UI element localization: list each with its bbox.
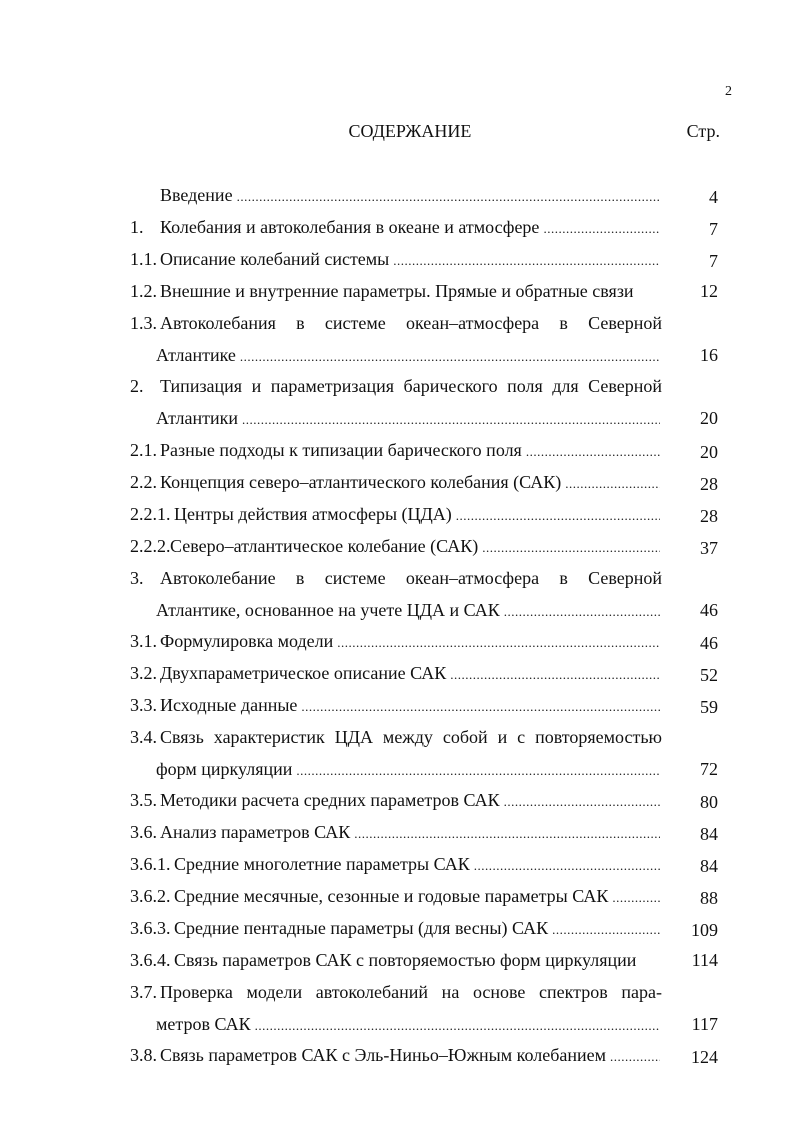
toc-entry[interactable]: [130, 216, 718, 240]
toc-entry-label-first-line: Автоколебание в системе океан–атмосфера в Северной: [160, 568, 662, 588]
toc-entry[interactable]: [130, 248, 718, 272]
toc-entry-page: 46: [700, 600, 718, 620]
toc-entry-label: Анализ параметров САК: [160, 822, 351, 842]
toc-entry-number: 3.1.: [130, 631, 157, 651]
toc-entry-label: Внешние и внутренние параметры. Прямые и обратные связи: [160, 281, 634, 301]
toc-entry-label: Средние многолетние параметры САК: [174, 854, 470, 874]
toc-entry-label: Колебания и автоколебания в океане и атмосфере: [160, 217, 540, 237]
toc-entry-number: 2.: [130, 376, 144, 396]
leader-dots: [296, 760, 660, 782]
leader-dots: [543, 218, 660, 240]
toc-entry-label: Средние месячные, сезонные и годовые параметры САК: [174, 886, 609, 906]
toc-entry-number: 3.5.: [130, 790, 157, 810]
toc-entry-page: 80: [700, 792, 718, 812]
toc-entry-page: 117: [691, 1014, 718, 1034]
toc-entry-label: Исходные данные: [160, 695, 298, 715]
leader-dots: [565, 473, 660, 495]
toc-entry-label: Двухпараметрическое описание САК: [160, 663, 447, 683]
toc-entry-page: 4: [709, 187, 718, 207]
leader-dots: [240, 346, 660, 368]
toc-entry-page: 28: [700, 474, 718, 494]
toc-entry[interactable]: [160, 184, 718, 208]
toc-entry-number: 1.3.: [130, 313, 157, 333]
toc-entry-label: Центры действия атмосферы (ЦДА): [174, 504, 452, 524]
toc-entry[interactable]: [130, 280, 718, 302]
toc-entry-label-first-line: Типизация и параметризация барического поля для Северной: [160, 376, 662, 396]
toc-entry-label: Концепция северо–атлантического колебания (САК): [160, 472, 562, 492]
toc-entry-label: Атлантике, основанное на учете ЦДА и САК: [156, 600, 500, 620]
toc-entry-label: Атлантики: [156, 408, 239, 428]
toc-entry-page: 109: [691, 920, 718, 940]
toc-entry-number: 3.4.: [130, 727, 157, 747]
toc-entry-number: 3.3.: [130, 695, 157, 715]
toc-entry-page: 84: [700, 856, 718, 876]
toc-entry-label: форм циркуляции: [156, 759, 293, 779]
toc-entry-page: 28: [700, 506, 718, 526]
toc-entry[interactable]: [130, 821, 718, 845]
leader-dots: [237, 186, 660, 208]
toc-entry[interactable]: [130, 694, 718, 718]
toc-entry-page: 16: [700, 345, 718, 365]
leader-dots: [552, 919, 660, 941]
toc-entry-page: 20: [700, 442, 718, 462]
toc-entry[interactable]: [130, 662, 718, 686]
toc-entry-page: 114: [691, 950, 718, 970]
toc-entry-number: 2.2.: [130, 472, 157, 492]
toc-entry[interactable]: [130, 471, 718, 495]
leader-dots: [255, 1015, 660, 1037]
toc-entry[interactable]: [130, 853, 718, 877]
toc-entry-number: 2.1.: [130, 440, 157, 460]
toc-entry-label: Атлантике: [156, 345, 236, 365]
toc-entry-number: 3.6.: [130, 822, 157, 842]
toc-entry-label: Разные подходы к типизации барического поля: [160, 440, 522, 460]
leader-dots: [482, 537, 660, 559]
toc-entry-number: 1.2.: [130, 281, 157, 301]
toc-entry-page: 88: [700, 888, 718, 908]
leader-dots: [456, 505, 660, 527]
toc-entry-label-first-line: Проверка модели автоколебаний на основе спектров пара-: [160, 982, 662, 1002]
toc-entry[interactable]: [130, 535, 718, 559]
toc-entry-label: Введение: [160, 185, 233, 205]
toc-entry-page: 37: [700, 538, 718, 558]
page-number: 2: [725, 84, 732, 99]
leader-dots: [354, 823, 660, 845]
toc-entry-number: 1.1.: [130, 249, 157, 269]
toc-entry-label-first-line: Автоколебания в системе океан–атмосфера в Северной: [160, 313, 662, 333]
leader-dots: [504, 601, 660, 623]
toc-entry-number: 3.2.: [130, 663, 157, 683]
toc-entry-page: 12: [700, 281, 718, 301]
leader-dots: [610, 1046, 660, 1068]
toc-entry-page: 124: [691, 1047, 718, 1067]
toc-entry[interactable]: [130, 630, 718, 654]
toc-entry-page: 84: [700, 824, 718, 844]
toc-entry[interactable]: [130, 885, 718, 909]
toc-entry-label: Северо–атлантическое колебание (САК): [170, 536, 479, 556]
leader-dots: [504, 791, 660, 813]
leader-dots: [242, 409, 660, 431]
toc-entry-page: 7: [709, 219, 718, 239]
toc-entry-page: 46: [700, 633, 718, 653]
toc-entry-label: Формулировка модели: [160, 631, 334, 651]
leader-dots: [612, 887, 660, 909]
toc-entry[interactable]: [130, 312, 718, 366]
leader-dots: [526, 441, 660, 463]
toc-entry[interactable]: [130, 981, 718, 1035]
toc-entry-number: 2.2.1.: [130, 504, 171, 524]
toc-entry-number: 3.: [130, 568, 144, 588]
toc-entry-label-first-line: Связь характеристик ЦДА между собой и с повторяемостью: [160, 727, 662, 747]
toc-entry[interactable]: [130, 726, 718, 780]
toc-entry-label: метров САК: [156, 1014, 251, 1034]
toc-entry-number: 3.6.4.: [130, 950, 171, 970]
toc-entry-label: Описание колебаний системы: [160, 249, 390, 269]
toc-entry-number: 2.2.2.: [130, 536, 171, 556]
toc-entry[interactable]: [130, 439, 718, 463]
toc-entry[interactable]: [130, 789, 718, 813]
toc-entry-label: Связь параметров САК с повторяемостью форм циркуляции: [174, 950, 637, 970]
toc-entry-page: 7: [709, 251, 718, 271]
page-column-header: Стр.: [686, 121, 720, 141]
leader-dots: [337, 632, 660, 654]
toc-entry-page: 72: [700, 759, 718, 779]
toc-entry[interactable]: [130, 503, 718, 527]
toc-entry[interactable]: [130, 917, 718, 941]
toc-entry-number: 3.7.: [130, 982, 157, 1002]
toc-entry-page: 52: [700, 665, 718, 685]
toc-entry-number: 3.6.2.: [130, 886, 171, 906]
toc-entry[interactable]: [130, 567, 718, 621]
toc-entry-number: 3.6.3.: [130, 918, 171, 938]
leader-dots: [393, 250, 660, 272]
toc-entry-label: Методики расчета средних параметров САК: [160, 790, 500, 810]
toc-entry-number: 3.6.1.: [130, 854, 171, 874]
toc-entry-page: 59: [700, 697, 718, 717]
toc-entry-number: 3.8.: [130, 1045, 157, 1065]
toc-entry[interactable]: [130, 1044, 718, 1068]
leader-dots: [450, 664, 660, 686]
toc-entry-page: 20: [700, 408, 718, 428]
toc-entry-label: Связь параметров САК с Эль-Ниньо–Южным колебанием: [160, 1045, 606, 1065]
toc-entry-label: Средние пентадные параметры (для весны) САК: [174, 918, 549, 938]
toc-title: СОДЕРЖАНИЕ: [348, 121, 472, 141]
toc-entry[interactable]: [130, 949, 718, 971]
toc-entry[interactable]: [130, 375, 718, 429]
leader-dots: [301, 696, 660, 718]
leader-dots: [474, 855, 660, 877]
toc-entry-number: 1.: [130, 217, 144, 237]
